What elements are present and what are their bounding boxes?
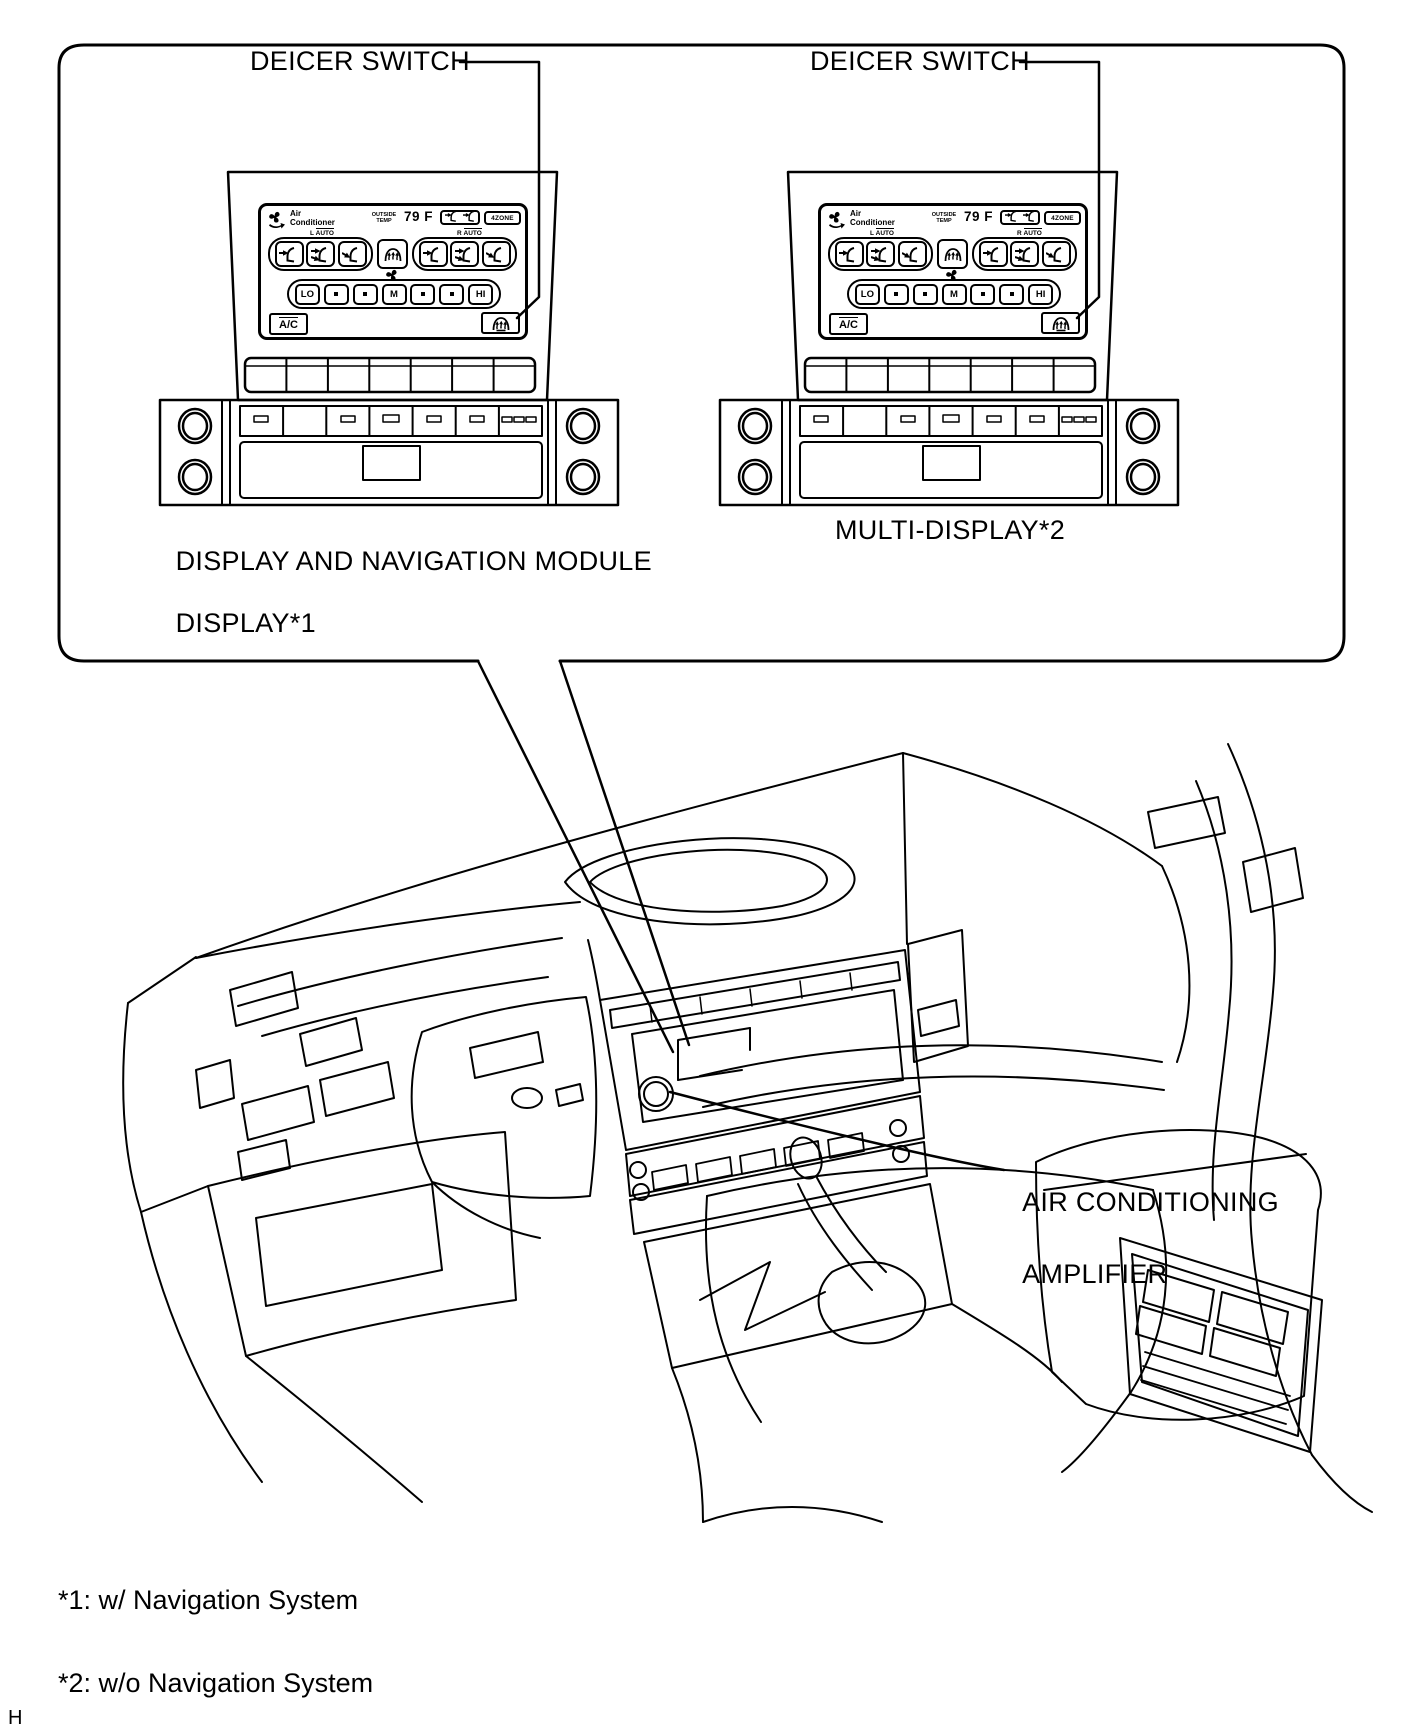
ac-button: A/C — [829, 313, 868, 335]
left-vent-mode-group — [828, 237, 933, 271]
deicer-switch-label-right: DEICER SWITCH — [810, 46, 1030, 76]
fan-step-button — [353, 284, 378, 305]
zone-button: 4ZONE — [1044, 211, 1081, 225]
left-unit-caption: DISPLAY AND NAVIGATION MODULE DISPLAY*1 — [175, 546, 652, 639]
fan-step-button — [999, 284, 1024, 305]
fan-high-button: HI — [1028, 284, 1053, 305]
vent-bilevel-icon — [306, 241, 335, 267]
right-auto-label: R AUTO — [1017, 230, 1042, 237]
fan-step-button — [410, 284, 435, 305]
amplifier-label: AIR CONDITIONING AMPLIFIER — [1022, 1187, 1279, 1289]
vent-bilevel-icon — [866, 241, 895, 267]
right-unit-caption: MULTI-DISPLAY*2 — [834, 515, 1066, 545]
dual-airflow-button — [440, 210, 480, 225]
fan-speed-group — [287, 279, 501, 309]
fan-mid-button: M — [942, 284, 967, 305]
right-vent-mode-group — [412, 237, 517, 271]
temperature-readout: 79 F — [404, 209, 434, 224]
fan-airflow-icon — [827, 210, 847, 229]
vent-foot-icon — [482, 241, 511, 267]
left-vent-mode-group — [268, 237, 373, 271]
deicer-button — [481, 312, 520, 334]
left-auto-label: L AUTO — [310, 230, 334, 237]
fan-step-button — [324, 284, 349, 305]
fan-airflow-icon — [267, 210, 287, 229]
vent-foot-icon — [898, 241, 927, 267]
fan-step-button — [884, 284, 909, 305]
left-auto-label: L AUTO — [870, 230, 894, 237]
footnote-2: *2: w/o Navigation System — [58, 1668, 374, 1698]
deicer-switch-label-left: DEICER SWITCH — [250, 46, 470, 76]
fan-step-button — [970, 284, 995, 305]
fan-step-button — [439, 284, 464, 305]
fan-high-button: HI — [468, 284, 493, 305]
outside-temp-label: OUTSIDE TEMP — [371, 212, 397, 224]
vent-face-icon — [275, 241, 304, 267]
vent-face-icon — [979, 241, 1008, 267]
vent-foot-icon — [338, 241, 367, 267]
front-defrost-button — [937, 239, 968, 269]
fan-low-button: LO — [855, 284, 880, 305]
fan-step-button — [913, 284, 938, 305]
air-conditioner-label: Air Conditioner — [290, 209, 335, 227]
right-vent-mode-group — [972, 237, 1077, 271]
vent-face-icon — [835, 241, 864, 267]
vent-foot-icon — [1042, 241, 1071, 267]
deicer-button — [1041, 312, 1080, 334]
air-conditioner-label: Air Conditioner — [850, 209, 895, 227]
footnote-1: *1: w/ Navigation System — [58, 1585, 359, 1615]
outside-temp-label: OUTSIDE TEMP — [931, 212, 957, 224]
dashboard-illustration — [123, 744, 1372, 1522]
front-defrost-button — [377, 239, 408, 269]
fan-mid-button: M — [382, 284, 407, 305]
climate-display-screen-left — [258, 203, 528, 340]
vent-bilevel-icon — [1010, 241, 1039, 267]
ac-button: A/C — [269, 313, 308, 335]
right-auto-label: R AUTO — [457, 230, 482, 237]
climate-display-screen-right — [818, 203, 1088, 340]
vent-bilevel-icon — [450, 241, 479, 267]
page-mark: H — [8, 1707, 23, 1729]
fan-low-button: LO — [295, 284, 320, 305]
fan-speed-group — [847, 279, 1061, 309]
zone-button: 4ZONE — [484, 211, 521, 225]
dual-airflow-button — [1000, 210, 1040, 225]
temperature-readout: 79 F — [964, 209, 994, 224]
vent-face-icon — [419, 241, 448, 267]
